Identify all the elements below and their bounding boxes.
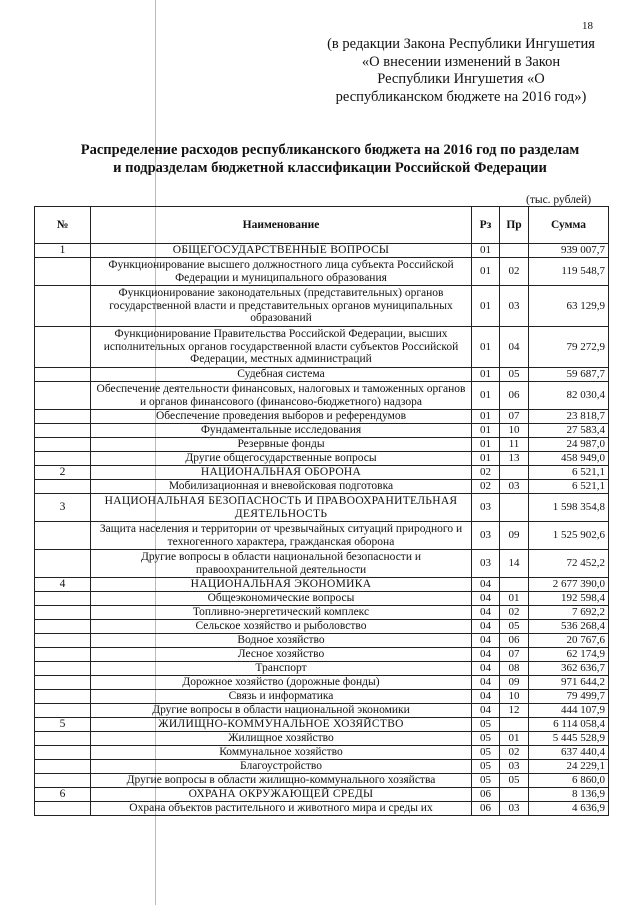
cell-num	[35, 286, 91, 327]
cell-sum: 6 860,0	[529, 774, 609, 788]
cell-name: Дорожное хозяйство (дорожные фонды)	[91, 676, 472, 690]
cell-pr: 05	[500, 368, 529, 382]
cell-num	[35, 424, 91, 438]
table-row	[35, 410, 609, 424]
cell-pr: 06	[500, 634, 529, 648]
cell-rz: 04	[472, 704, 500, 718]
cell-pr: 01	[500, 732, 529, 746]
cell-sum: 192 598,4	[529, 592, 609, 606]
section-row	[35, 718, 609, 732]
cell-sum: 4 636,9	[529, 802, 609, 816]
cell-name: Лесное хозяйство	[91, 648, 472, 662]
cell-name: ЖИЛИЩНО-КОММУНАЛЬНОЕ ХОЗЯЙСТВО	[91, 718, 472, 732]
cell-rz: 05	[472, 732, 500, 746]
cell-pr: 02	[500, 746, 529, 760]
cell-name: Другие общегосударственные вопросы	[91, 452, 472, 466]
cell-name: Транспорт	[91, 662, 472, 676]
cell-name: НАЦИОНАЛЬНАЯ ОБОРОНА	[91, 466, 472, 480]
cell-rz: 01	[472, 286, 500, 327]
cell-rz: 04	[472, 662, 500, 676]
table-row	[35, 592, 609, 606]
header-num: №	[35, 207, 91, 244]
table-row	[35, 424, 609, 438]
cell-rz: 04	[472, 620, 500, 634]
cell-pr: 03	[500, 760, 529, 774]
header-name: Наименование	[91, 207, 472, 244]
cell-sum: 536 268,4	[529, 620, 609, 634]
cell-sum: 23 818,7	[529, 410, 609, 424]
table-row	[35, 368, 609, 382]
cell-rz: 05	[472, 760, 500, 774]
cell-rz: 05	[472, 774, 500, 788]
cell-name: Мобилизационная и вневойсковая подготовка	[91, 480, 472, 494]
cell-num	[35, 480, 91, 494]
cell-rz: 04	[472, 578, 500, 592]
cell-num	[35, 662, 91, 676]
cell-name: Функционирование высшего должностного лица субъекта Российской Федерации и муниципального образования	[91, 258, 472, 286]
table-row	[35, 648, 609, 662]
cell-name: Судебная система	[91, 368, 472, 382]
cell-name: Сельское хозяйство и рыболовство	[91, 620, 472, 634]
table-row	[35, 690, 609, 704]
table-body	[35, 244, 609, 816]
cell-rz: 01	[472, 438, 500, 452]
cell-pr: 02	[500, 258, 529, 286]
cell-num	[35, 550, 91, 578]
cell-name: Другие вопросы в области жилищно-коммунального хозяйства	[91, 774, 472, 788]
cell-pr	[500, 466, 529, 480]
table-row	[35, 760, 609, 774]
cell-num	[35, 452, 91, 466]
table-row	[35, 774, 609, 788]
cell-rz: 04	[472, 690, 500, 704]
cell-pr: 07	[500, 648, 529, 662]
cell-sum: 637 440,4	[529, 746, 609, 760]
cell-num	[35, 774, 91, 788]
table-row	[35, 286, 609, 327]
cell-rz: 05	[472, 746, 500, 760]
header-pr: Пр	[500, 207, 529, 244]
cell-pr: 06	[500, 382, 529, 410]
cell-num	[35, 704, 91, 718]
header-sum: Сумма	[529, 207, 609, 244]
budget-table	[34, 206, 609, 816]
cell-sum: 72 452,2	[529, 550, 609, 578]
cell-sum: 119 548,7	[529, 258, 609, 286]
cell-pr: 09	[500, 676, 529, 690]
cell-pr	[500, 788, 529, 802]
cell-rz: 04	[472, 634, 500, 648]
cell-sum: 79 272,9	[529, 327, 609, 368]
cell-rz: 04	[472, 606, 500, 620]
cell-sum: 6 114 058,4	[529, 718, 609, 732]
table-row	[35, 480, 609, 494]
section-row	[35, 494, 609, 522]
cell-rz: 06	[472, 788, 500, 802]
cell-num	[35, 258, 91, 286]
cell-sum: 8 136,9	[529, 788, 609, 802]
cell-num: 2	[35, 466, 91, 480]
cell-rz: 01	[472, 382, 500, 410]
cell-num	[35, 620, 91, 634]
cell-name: Функционирование законодательных (представительных) органов государственной власти и представительных органов муниципальных образований	[91, 286, 472, 327]
cell-sum: 1 525 902,6	[529, 522, 609, 550]
cell-sum: 5 445 528,9	[529, 732, 609, 746]
cell-pr: 10	[500, 690, 529, 704]
cell-pr: 09	[500, 522, 529, 550]
table-row	[35, 676, 609, 690]
cell-num	[35, 676, 91, 690]
cell-pr: 11	[500, 438, 529, 452]
cell-sum: 6 521,1	[529, 466, 609, 480]
title-line-2: и подразделам бюджетной классификации Российской Федерации	[113, 160, 547, 176]
cell-sum: 2 677 390,0	[529, 578, 609, 592]
cell-pr: 04	[500, 327, 529, 368]
cell-num: 3	[35, 494, 91, 522]
cell-sum: 444 107,9	[529, 704, 609, 718]
cell-pr	[500, 494, 529, 522]
cell-rz: 04	[472, 676, 500, 690]
cell-sum: 82 030,4	[529, 382, 609, 410]
cell-pr: 07	[500, 410, 529, 424]
cell-name: Коммунальное хозяйство	[91, 746, 472, 760]
cell-sum: 458 949,0	[529, 452, 609, 466]
section-row	[35, 466, 609, 480]
table-row	[35, 327, 609, 368]
cell-num	[35, 410, 91, 424]
table-row	[35, 662, 609, 676]
cell-num	[35, 606, 91, 620]
cell-name: ОБЩЕГОСУДАРСТВЕННЫЕ ВОПРОСЫ	[91, 244, 472, 258]
cell-sum: 1 598 354,8	[529, 494, 609, 522]
cell-pr: 14	[500, 550, 529, 578]
cell-rz: 01	[472, 368, 500, 382]
cell-rz: 01	[472, 244, 500, 258]
cell-num	[35, 634, 91, 648]
cell-rz: 03	[472, 494, 500, 522]
cell-num	[35, 648, 91, 662]
table-row	[35, 704, 609, 718]
table-row	[35, 258, 609, 286]
cell-name: Обеспечение проведения выборов и референдумов	[91, 410, 472, 424]
section-row	[35, 788, 609, 802]
cell-rz: 01	[472, 452, 500, 466]
cell-rz: 01	[472, 258, 500, 286]
table-row	[35, 634, 609, 648]
cell-rz: 01	[472, 327, 500, 368]
unit-label: (тыс. рублей)	[526, 194, 592, 206]
cell-rz: 04	[472, 592, 500, 606]
cell-name: Фундаментальные исследования	[91, 424, 472, 438]
cell-num	[35, 522, 91, 550]
cell-name: Обеспечение деятельности финансовых, налоговых и таможенных органов и органов финансового (финансово-бюджетного) надзора	[91, 382, 472, 410]
cell-sum: 362 636,7	[529, 662, 609, 676]
cell-pr	[500, 244, 529, 258]
table-row	[35, 606, 609, 620]
cell-pr: 12	[500, 704, 529, 718]
cell-sum: 7 692,2	[529, 606, 609, 620]
cell-name: Связь и информатика	[91, 690, 472, 704]
cell-num	[35, 382, 91, 410]
cell-name: Общеэкономические вопросы	[91, 592, 472, 606]
table-row	[35, 452, 609, 466]
cell-rz: 01	[472, 410, 500, 424]
cell-sum: 27 583,4	[529, 424, 609, 438]
cell-sum: 79 499,7	[529, 690, 609, 704]
cell-pr	[500, 578, 529, 592]
cell-pr: 05	[500, 774, 529, 788]
page-number: 18	[582, 20, 593, 32]
cell-name: Другие вопросы в области национальной экономики	[91, 704, 472, 718]
cell-rz: 03	[472, 522, 500, 550]
cell-sum: 20 767,6	[529, 634, 609, 648]
cell-sum: 971 644,2	[529, 676, 609, 690]
cell-name: НАЦИОНАЛЬНАЯ БЕЗОПАСНОСТЬ И ПРАВООХРАНИТЕЛЬНАЯ ДЕЯТЕЛЬНОСТЬ	[91, 494, 472, 522]
table-header-row	[35, 207, 609, 244]
cell-name: Другие вопросы в области национальной безопасности и правоохранительной деятельности	[91, 550, 472, 578]
cell-num	[35, 760, 91, 774]
table-row	[35, 382, 609, 410]
cell-pr: 03	[500, 802, 529, 816]
cell-name: НАЦИОНАЛЬНАЯ ЭКОНОМИКА	[91, 578, 472, 592]
section-row	[35, 578, 609, 592]
cell-rz: 01	[472, 424, 500, 438]
table-row	[35, 732, 609, 746]
table-row	[35, 438, 609, 452]
document-title	[50, 141, 610, 177]
cell-pr	[500, 718, 529, 732]
cell-rz: 03	[472, 550, 500, 578]
cell-num	[35, 690, 91, 704]
table-row	[35, 550, 609, 578]
cell-rz: 02	[472, 466, 500, 480]
cell-sum: 63 129,9	[529, 286, 609, 327]
table-row	[35, 746, 609, 760]
cell-pr: 02	[500, 606, 529, 620]
cell-num	[35, 438, 91, 452]
title-line-1: Распределение расходов республиканского бюджета на 2016 год по разделам	[80, 142, 580, 158]
cell-name: Топливно-энергетический комплекс	[91, 606, 472, 620]
cell-num	[35, 592, 91, 606]
cell-name: Охрана объектов растительного и животного мира и среды их	[91, 802, 472, 816]
cell-sum: 939 007,7	[529, 244, 609, 258]
cell-sum: 59 687,7	[529, 368, 609, 382]
cell-rz: 05	[472, 718, 500, 732]
cell-num	[35, 327, 91, 368]
cell-num: 1	[35, 244, 91, 258]
cell-name: Защита населения и территории от чрезвычайных ситуаций природного и техногенного характера, гражданская оборона	[91, 522, 472, 550]
cell-pr: 05	[500, 620, 529, 634]
cell-sum: 6 521,1	[529, 480, 609, 494]
cell-name: Жилищное хозяйство	[91, 732, 472, 746]
cell-pr: 08	[500, 662, 529, 676]
cell-sum: 24 229,1	[529, 760, 609, 774]
header-rz: Рз	[472, 207, 500, 244]
cell-sum: 24 987,0	[529, 438, 609, 452]
cell-name: Функционирование Правительства Российской Федерации, высших исполнительных органов государственной власти субъектов Российской Федерации, местных администраций	[91, 327, 472, 368]
cell-pr: 01	[500, 592, 529, 606]
cell-num	[35, 802, 91, 816]
amendment-note: (в редакции Закона Республики Ингушетия «О внесении изменений в Закон Республики Ингушетия «О республиканском бюджете на 2016 год»)	[327, 36, 595, 105]
table-row	[35, 522, 609, 550]
cell-name: Водное хозяйство	[91, 634, 472, 648]
table-row	[35, 620, 609, 634]
cell-rz: 06	[472, 802, 500, 816]
cell-name: Резервные фонды	[91, 438, 472, 452]
cell-pr: 03	[500, 480, 529, 494]
cell-name: ОХРАНА ОКРУЖАЮЩЕЙ СРЕДЫ	[91, 788, 472, 802]
cell-sum: 62 174,9	[529, 648, 609, 662]
cell-name: Благоустройство	[91, 760, 472, 774]
cell-num	[35, 368, 91, 382]
cell-pr: 10	[500, 424, 529, 438]
cell-num	[35, 746, 91, 760]
section-row	[35, 244, 609, 258]
cell-num: 5	[35, 718, 91, 732]
cell-pr: 13	[500, 452, 529, 466]
cell-rz: 02	[472, 480, 500, 494]
cell-num	[35, 732, 91, 746]
table-row	[35, 802, 609, 816]
cell-num: 4	[35, 578, 91, 592]
cell-num: 6	[35, 788, 91, 802]
cell-pr: 03	[500, 286, 529, 327]
cell-rz: 04	[472, 648, 500, 662]
